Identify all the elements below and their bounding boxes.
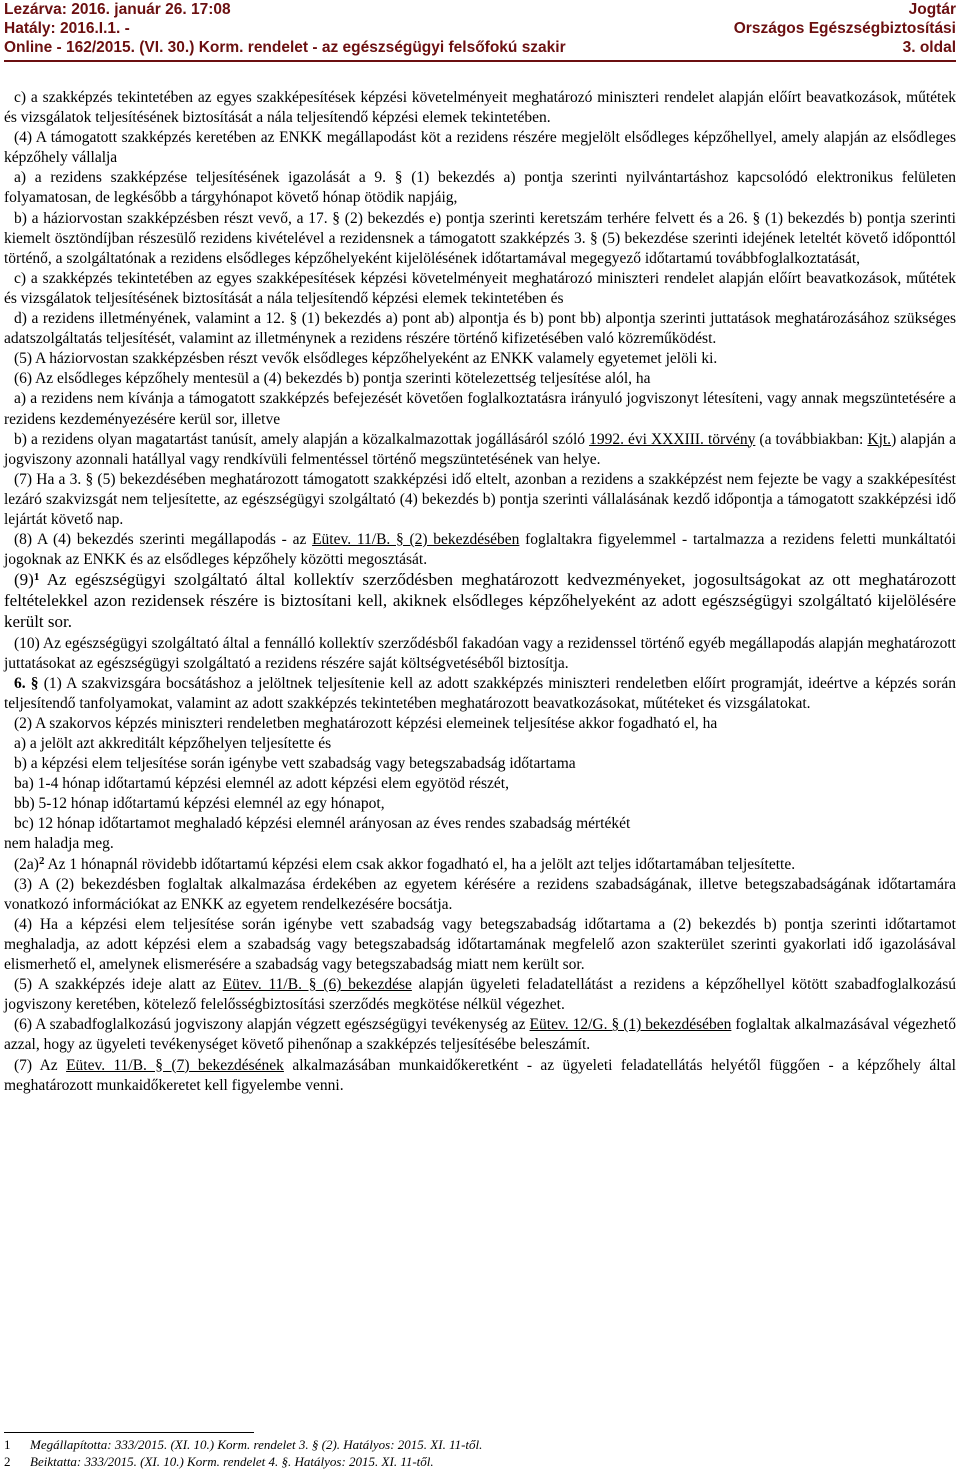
paragraph: ba) 1-4 hónap időtartamú képzési elemnél az adott képzési elem egyötöd részét, [14,775,509,793]
paragraph: (5) A háziorvostan szakképzésben részt vevők elsődleges képzőhelyeként az ENKK valamely egyetemet jelöli ki. [14,350,718,368]
eutev-link[interactable]: Eütev. 11/B. § (6) bekezdése [222,976,412,994]
paragraph-label: (2a) [14,855,39,873]
text-run: (7) Az [14,1056,67,1074]
text-run: Az 1 hónapnál rövidebb időtartamú képzési elem csak akkor fogadható el, ha a jelölt azt teljes időtartamában teljesítette. [44,855,796,873]
paragraph: bb) 5-12 hónap időtartamú képzési elemnél az egy hónapot, [14,795,385,813]
header-row-1 [4,0,956,19]
text-run: ) alapján a jogviszony azonnali hatállyal vagy rendkívüli felmentéssel történő megszüntetésének van helye. [4,430,956,468]
eutev-link[interactable]: Eütev. 11/B. § (7) bekezdésének [66,1056,284,1074]
text-run: (5) A szakképzés ideje alatt az [14,976,223,994]
paragraph: c) a szakképzés tekintetében az egyes szakképesítések képzési követelményeit meghatározó miniszteri rendelet alapján előírt beavatkozások, műtétek és vizsgálatok teljesítésének biztosítását a nála teljesítendő képzési elemek tekintetében és [4,269,956,307]
paragraph [4,530,956,570]
paragraph: (6) Az elsődleges képzőhely mentesül a (4) bekezdés b) pontja szerinti kötelezettség teljesítése alól, ha [14,370,651,388]
header-divider [4,60,956,62]
organization-name: Országos Egészségbiztosítási [733,20,956,37]
paragraph [4,674,956,714]
footnote-number: 2 [4,1454,11,1469]
text-run: b) a rezidens olyan magatartást tanúsít, amely alapján a közalkalmazottak jogállásáról szóló [14,430,590,448]
text-run: foglaltak alkalmazásával végezhető azzal, hogy az ügyeleti tevékenységet követő pihenőnap a szakképzés teljesítésébe beleszámít. [4,1016,956,1054]
paragraph [4,975,956,1015]
text-run: Az egészségügyi szolgáltató által kollektív szerződésben meghatározott kedvezményeket, jogosultságokat az ott meghatározott feltételekkel azon rezidensek részére is biztosítani kell, akiknek elsődleges képzőhelyeként az adott egészségügyi szolgáltató kijelölésére került sor. [4,570,956,632]
paragraph-label: (9) [14,570,34,590]
section-number: 6. § [14,674,39,692]
footnote [4,1453,956,1470]
closed-date: Lezárva: 2016. január 26. 17:08 [4,1,231,18]
brand-name: Jogtár [908,1,956,18]
text-run: alapján ügyeleti feladatellátást a rezidens a képzőhellyel kötött szabadfoglalkozású jogviszony keretében, kötelező felelősségbiztosítási szerződés megkötése nélkül végezhet. [4,976,956,1014]
footnote-text: Beiktatta: 333/2015. (XI. 10.) Korm. rendelet 4. §. Hatályos: 2015. XI. 11-től. [30,1454,434,1469]
text-run: (a továbbiakban: [755,430,868,448]
kjt-link[interactable]: Kjt. [867,430,892,448]
paragraph: (7) Ha a 3. § (5) bekezdésében meghatározott támogatott szakképzési idő eltelt, azonban a rezidens a szakképzést nem fejezte be vagy a szakképesítést lezáró szakvizsgát nem teljesítette, az egészségügyi szolgáltató (4) bekezdés b) pontja szerinti vállalásának kezdő időpontja a támogatott szakképzési idő lejártát követő nap. [4,470,956,528]
page-header [4,0,956,62]
header-row-3 [4,38,956,57]
footnote-text: Megállapította: 333/2015. (XI. 10.) Korm. rendelet 3. § (2). Hatályos: 2015. XI. 11-től. [30,1437,483,1452]
paragraph: d) a rezidens illetményének, valamint a 12. § (1) bekezdés a) pont ab) alpontja és b) pont bb) alpontja szerinti juttatások meghatározásához szükséges adatszolgáltatás teljesítését, valamint az illetménynek a rezidens részére történő kifizetésében való közreműködést. [4,310,956,348]
footnote-number: 1 [4,1437,11,1452]
paragraph: b) a háziorvostan szakképzésben részt vevő, a 17. § (2) bekezdés e) pontja szerinti keretszám terhére felvett és a 26. § (1) bekezdés b) pontja szerinti kiemelt ösztöndíjban részesülő rezidens kivételével a rezidensnek a támogatott szakképzés 3. § (5) bekezdése szerinti idejének leteltét követő időponttól történő, a szolgáltatónak a rezidens elsődleges képzőhelyeként kijelölésének időtartamával megegyező időtartamú továbbfoglalkoztatását, [4,209,956,267]
paragraph: a) a rezidens szakképzése teljesítésének igazolását a 9. § (1) bekezdés a) pontja szerinti nyilvántartáshoz kapcsolódó elektronikus felületen folyamatosan, de legkésőbb a tárgyhónapot követő hónap ötödik napjáig, [4,169,956,207]
paragraph: c) a szakképzés tekintetében az egyes szakképesítések képzési követelményeit meghatározó miniszteri rendelet alapján előírt beavatkozások, műtétek és vizsgálatok teljesítésének biztosítását a nála teljesítendő képzési elemek tekintetében. [4,89,956,127]
paragraph: bc) 12 hónap időtartamot meghaladó képzési elemnél arányosan az éves rendes szabadság mértékét [14,815,631,833]
text-run: (1) A szakvizsgára bocsátáshoz a jelöltnek teljesítenie kell az adott szakképzés miniszteri rendeletben előírt programját, ideértve a képzés során teljesítendő tanfolyamokat, valamint az adott szakképzés tekintetében meghatározott beavatkozásokat, műtéteket és vizsgálatokat. [4,674,956,712]
document-body [4,88,956,1096]
paragraph: b) a képzési elem teljesítése során igénybe vett szabadság vagy betegszabadság időtartama [14,755,576,773]
law-link[interactable]: 1992. évi XXXIII. törvény [589,430,756,448]
paragraph: a) a rezidens nem kívánja a támogatott szakképzés befejezését követően foglalkoztatásra irányuló jogviszonyt létesíteni, vagy annak megszüntetésére a rezidens kezdeményezésére kerül sor, illetve [4,390,956,428]
header-row-2 [4,19,956,38]
text-run: alkalmazásában munkaidőkeretként - az ügyeleti feladatellátás helyétől függően - a képzőhely által meghatározott munkaidőkeretet kell figyelembe venni. [4,1056,956,1094]
footnote-divider [4,1432,254,1433]
paragraph: (4) A támogatott szakképzés keretében az ENKK megállapodást köt a rezidens részére megjelölt elsődleges képzőhellyel, amely alapján az elsődleges képzőhely vállalja [4,129,956,167]
footnotes [4,1436,956,1470]
footnote-ref[interactable]: 1 [33,571,40,584]
document-reference: Online - 162/2015. (VI. 30.) Korm. rendelet - az egészségügyi felsőfokú szakir [4,39,566,56]
text-run: foglaltakra figyelemmel - tartalmazza a rezidens feletti munkáltatói jogoknak az ENKK és az elsődleges képzőhely közötti megosztását. [4,531,956,569]
paragraph: (3) A (2) bekezdésben foglaltak alkalmazása érdekében az egyetem kérésére a rezidens szabadságának, illetve betegszabadságának időtartamára vonatkozó információkat az ENKK az egyetem rendelkezésére bocsátja. [4,875,956,913]
paragraph [4,855,956,875]
paragraph [4,1056,956,1096]
paragraph [4,1015,956,1055]
footnote [4,1436,956,1453]
paragraph: (4) Ha a képzési elem teljesítése során igénybe vett szabadság vagy betegszabadság időtartama a (2) bekezdés b) pontja szerinti időtartamot meghaladja, az adott képzési elem a szabadság vagy betegszabadság időtartamának megfelelő azon szakterület szerinti gyakorlati idő igazolásával elismerhető el, amelynek elismerésére a szabadság vagy betegszabadság miatt nem került sor. [4,915,956,974]
page-number: 3. oldal [902,39,956,56]
paragraph: (2) A szakorvos képzés miniszteri rendeletben meghatározott képzési elemeinek teljesítése akkor fogadható el, ha [14,714,718,732]
eutev-link[interactable]: Eütev. 12/G. § (1) bekezdésében [529,1016,732,1034]
paragraph [4,430,956,470]
eutev-link[interactable]: Eütev. 11/B. § (2) bekezdésében [312,531,520,549]
paragraph: a) a jelölt azt akkreditált képzőhelyen teljesítette és [14,735,332,752]
text-run: (6) A szabadfoglalkozású jogviszony alapján végzett egészségügyi tevékenység az [14,1016,530,1034]
footnote-ref[interactable]: 2 [38,854,45,867]
paragraph [4,570,956,633]
text-run: (8) A (4) bekezdés szerinti megállapodás - az [14,531,313,549]
paragraph: (10) Az egészségügyi szolgáltató által a fennálló kollektív szerződésből fakadóan vagy a rezidenssel történő egyéb megállapodás alapján meghatározott juttatásokat az egészségügyi szolgáltató a rezidens részére saját költségvetéséből biztosítja. [4,634,956,672]
paragraph: nem haladja meg. [4,835,114,853]
effective-date: Hatály: 2016.I.1. - [4,20,130,37]
